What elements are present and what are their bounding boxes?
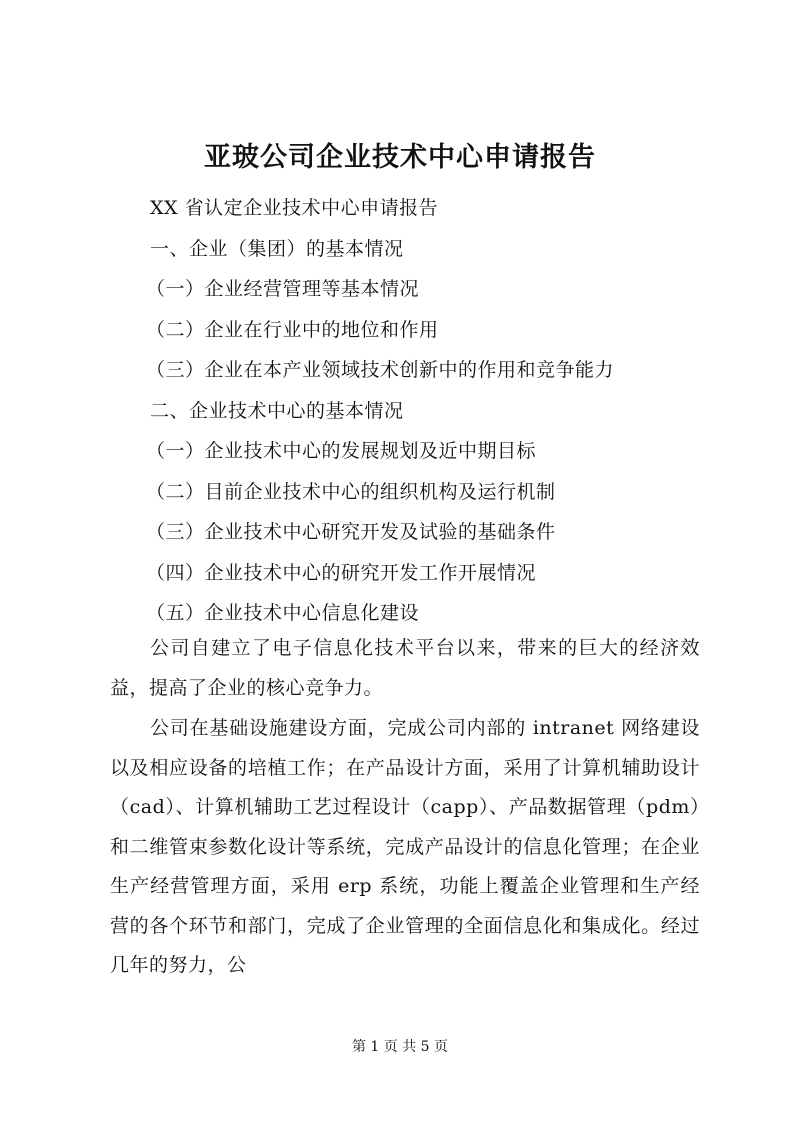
body-paragraph: 公司在基础设施建设方面，完成公司内部的 intranet 网络建设以及相应设备的培植工作；在产品设计方面，采用了计算机辅助设计（cad）、计算机辅助工艺过程设计（capp）、产品数据管理（pdm）和二维管束参数化设计等系统，完成产品设计的信息化管理；在企业生产经营管理方面，采用 erp 系统，功能上覆盖企业管理和生产经营的各个环节和部门，完成了企业管理的全面信息化和集成化。经过几年的努力，公 — [110, 717, 700, 976]
outline-line: 一、企业（集团）的基本情况 — [150, 237, 404, 260]
outline-line: （五）企业技术中心信息化建设 — [146, 602, 420, 624]
outline-list — [146, 188, 730, 634]
outline-line: （一）企业经营管理等基本情况 — [146, 278, 420, 300]
outline-line: （二）企业在行业中的地位和作用 — [146, 318, 439, 341]
outline-line: XX 省认定企业技术中心申请报告 — [150, 197, 439, 219]
body-paragraph: 公司自建立了电子信息化技术平台以来，带来的巨大的经济效益，提高了企业的核心竞争力。 — [110, 637, 700, 699]
outline-line: （二）目前企业技术中心的组织机构及运行机制 — [146, 480, 556, 503]
outline-line: （四）企业技术中心的研究开发工作开展情况 — [146, 561, 537, 584]
outline-line: （三）企业技术中心研究开发及试验的基础条件 — [146, 521, 556, 543]
outline-line: （三）企业在本产业领域技术创新中的作用和竞争能力 — [146, 359, 615, 381]
document-title: 亚玻公司企业技术中心申请报告 — [204, 142, 596, 173]
page-number: 第 1 页 共 5 页 — [351, 1039, 449, 1055]
outline-line: （一）企业技术中心的发展规划及近中期目标 — [146, 440, 537, 462]
outline-line: 二、企业技术中心的基本情况 — [150, 399, 404, 422]
